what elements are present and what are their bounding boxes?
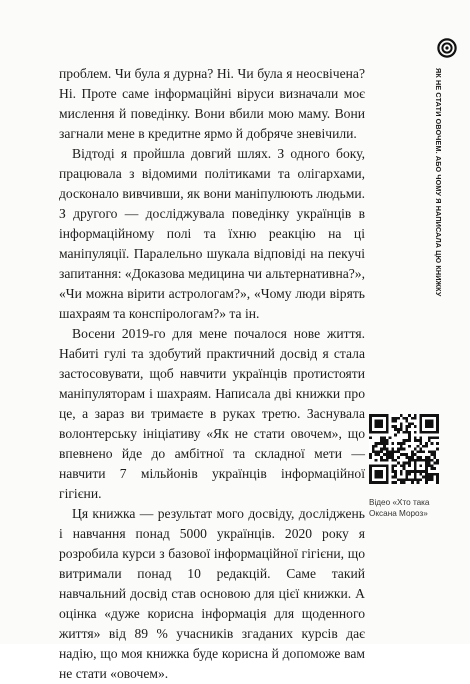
running-head-text: ЯК НЕ СТАТИ ОВОЧЕМ. АБО ЧОМУ Я НАПИСАЛА ЦЮ КНИЖКУ xyxy=(434,68,443,297)
paragraph-2: Відтоді я пройшла довгий шлях. З одного боку, працювала з відомими політиками та олігархами, досконало вивчивши, як вони маніпулюють людьми. З другого — досліджувала поведінку українців в інформаційному полі та їхню реакцію на ці маніпуляції. Паралельно шукала відповіді на пекучі запитання: «Доказова медицина чи альтернативна?», «Чи можна вірити астрологам?», «Чому люди вірять шахраям та конспірологам?» та ін. xyxy=(59,146,365,321)
paragraph-1: проблем. Чи була я дурна? Ні. Чи була я неосвічена? Ні. Проте саме інформаційні віруси визначали моє мислення й поведінку. Вони вбили мою маму. Вони загнали мене в кредитне ярмо й добряче зневічили. xyxy=(59,66,365,141)
paragraph-4: Ця книжка — результат мого досвіду, досліджень і навчання понад 5000 українців. 2020 року я розробила курси з базової інформаційної гігієни, що витримали понад 10 редакцій. Саме такий навчальний досвід став основою для цієї книжки. А оцінка «дуже корисна інформація для щоденного життя» від 89 % учасників згаданих курсів дає надію, що моя книжка буде корисна й допоможе вам не стати «овочем». xyxy=(59,506,365,681)
concentric-circles-logo-icon xyxy=(437,38,457,58)
qr-code[interactable] xyxy=(369,414,439,484)
main-text xyxy=(59,64,365,684)
running-head xyxy=(431,68,445,368)
qr-caption xyxy=(369,497,459,519)
qr-caption-line-2: Оксана Мороз» xyxy=(369,509,428,518)
qr-caption-line-1: Відео «Хто така xyxy=(369,498,430,507)
paragraph-3: Восени 2019-го для мене почалося нове життя. Набиті гулі та здобутий практичний досвід я стала застосовувати, щоб навчити українців протистояти маніпуляторам і шахраям. Написала дві книжки про це, а зараз ви тримаєте в руках третю. Заснувала волонтерську ініціативу «Як не стати овочем», що впевнено йде до амбітної та складної мети — навчити 7 мільйонів українців інформаційної гігієни. xyxy=(59,326,365,501)
